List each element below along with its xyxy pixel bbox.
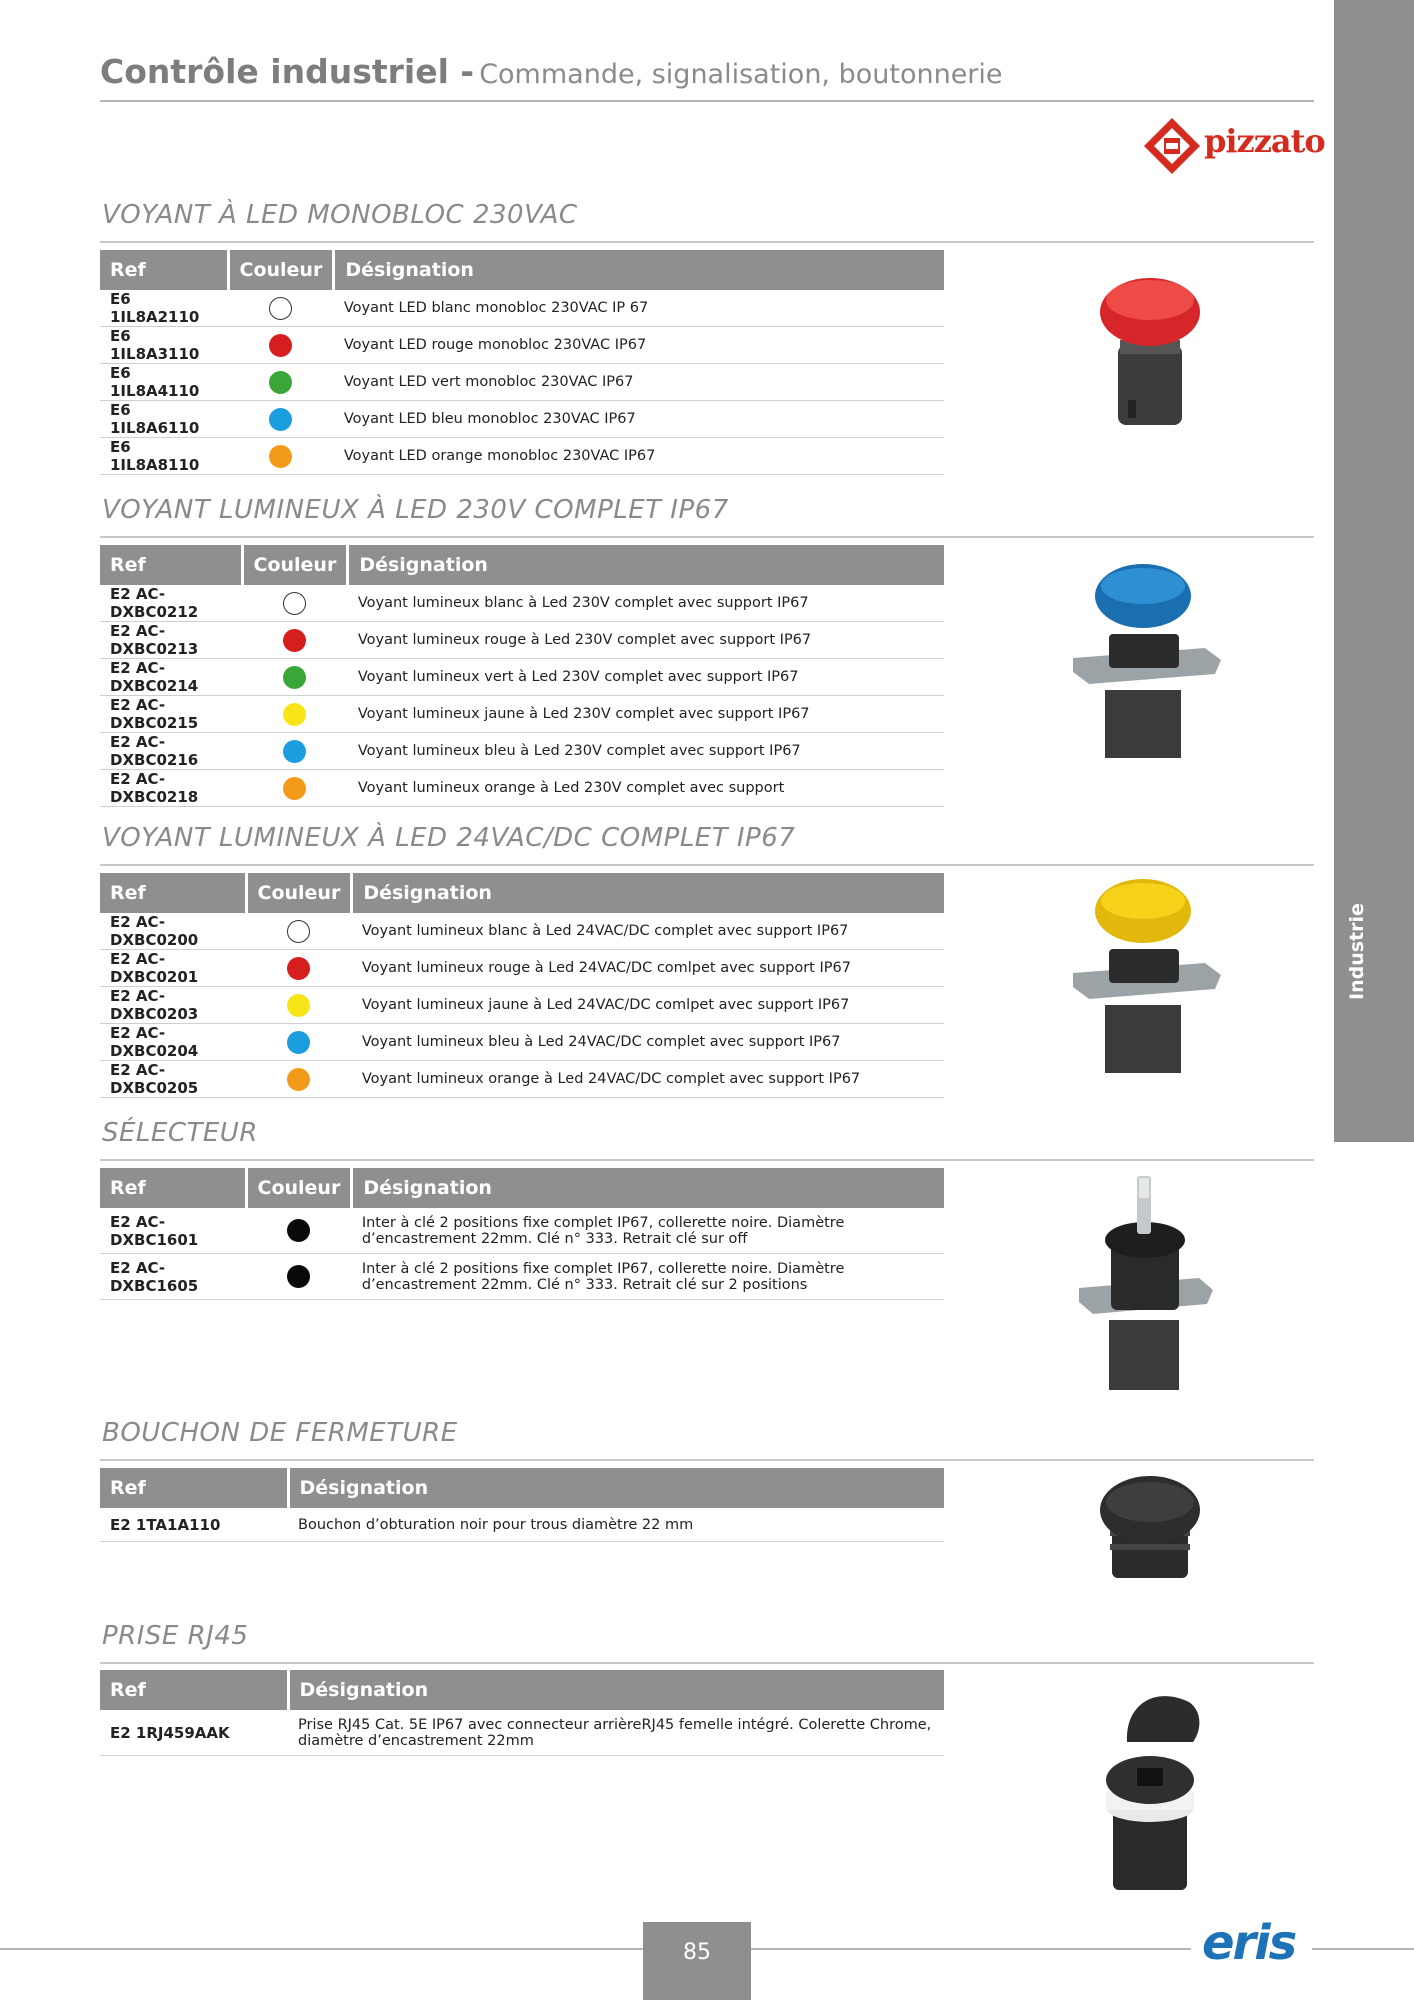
col-header-ref: Ref — [100, 1468, 288, 1508]
ref-cell: E2 1TA1A110 — [100, 1508, 288, 1542]
color-dot-green — [283, 666, 306, 689]
section-title: BOUCHON DE FERMETURE — [102, 1418, 458, 1448]
table-row — [100, 950, 944, 987]
col-header-couleur: Couleur — [246, 1168, 352, 1208]
table-row — [100, 733, 944, 770]
designation-cell: Prise RJ45 Cat. 5E IP67 avec connecteur arrièreRJ45 femelle intégré. Colerette Chrome, diamètre d’encastrement 22mm — [288, 1710, 944, 1756]
section-rule — [100, 1459, 1314, 1461]
table-row — [100, 659, 944, 696]
color-dot-yellow — [283, 703, 306, 726]
ref-cell: E2 AC-DXBC0218 — [100, 770, 242, 807]
ref-cell: E6 1IL8A4110 — [100, 364, 228, 401]
footer-rule — [1312, 1948, 1414, 1950]
designation-cell: Voyant LED vert monobloc 230VAC IP67 — [334, 364, 944, 401]
ref-cell: E2 AC-DXBC1605 — [100, 1254, 246, 1300]
col-header-couleur: Couleur — [228, 250, 334, 290]
ref-cell: E6 1IL8A8110 — [100, 438, 228, 475]
table-prise-rj45 — [100, 1670, 944, 1756]
designation-cell: Inter à clé 2 positions fixe complet IP67, collerette noire. Diamètre d’encastrement 22mm. Clé n° 333. Retrait clé sur off — [352, 1208, 944, 1254]
table-row — [100, 327, 944, 364]
ref-cell: E2 1RJ459AAK — [100, 1710, 288, 1756]
color-dot-black — [287, 1265, 310, 1288]
page-number: 85 — [643, 1922, 751, 2000]
section-rule — [100, 864, 1314, 866]
page-header — [100, 52, 1314, 102]
section-title: VOYANT LUMINEUX À LED 24VAC/DC COMPLET IP67 — [102, 823, 796, 853]
table-row — [100, 1024, 944, 1061]
pizzato-logo — [1142, 116, 1325, 176]
designation-cell: Voyant lumineux blanc à Led 24VAC/DC complet avec support IP67 — [352, 913, 944, 950]
designation-cell: Voyant lumineux jaune à Led 24VAC/DC comlpet avec support IP67 — [352, 987, 944, 1024]
color-dot-blue — [269, 408, 292, 431]
col-header-ref: Ref — [100, 545, 242, 585]
color-dot-black — [287, 1219, 310, 1242]
designation-cell: Voyant lumineux bleu à Led 24VAC/DC complet avec support IP67 — [352, 1024, 944, 1061]
table-row — [100, 438, 944, 475]
table-row — [100, 290, 944, 327]
color-dot-blue — [287, 1031, 310, 1054]
ref-cell: E2 AC-DXBC0203 — [100, 987, 246, 1024]
side-tab[interactable] — [1334, 0, 1414, 1142]
col-header-couleur: Couleur — [242, 545, 348, 585]
color-dot-white — [283, 592, 306, 615]
designation-cell: Voyant lumineux blanc à Led 230V complet avec support IP67 — [348, 585, 944, 622]
product-image-red-monobloc — [1090, 270, 1210, 435]
pizzato-logo-icon — [1142, 116, 1202, 176]
col-header-designation: Désignation — [352, 1168, 944, 1208]
col-header-ref: Ref — [100, 250, 228, 290]
color-dot-red — [269, 334, 292, 357]
designation-cell: Voyant lumineux rouge à Led 230V complet avec support IP67 — [348, 622, 944, 659]
color-dot-red — [283, 629, 306, 652]
ref-cell: E2 AC-DXBC0216 — [100, 733, 242, 770]
color-dot-blue — [283, 740, 306, 763]
table-voyant-led-monobloc — [100, 250, 944, 475]
designation-cell: Voyant lumineux vert à Led 230V complet avec support IP67 — [348, 659, 944, 696]
ref-cell: E2 AC-DXBC0204 — [100, 1024, 246, 1061]
col-header-designation: Désignation — [288, 1670, 944, 1710]
color-dot-green — [269, 371, 292, 394]
table-row — [100, 1710, 944, 1756]
designation-cell: Voyant LED rouge monobloc 230VAC IP67 — [334, 327, 944, 364]
product-image-blanking-plug — [1090, 1470, 1210, 1590]
table-row — [100, 1208, 944, 1254]
table-row — [100, 364, 944, 401]
section-title: VOYANT LUMINEUX À LED 230V COMPLET IP67 — [102, 495, 729, 525]
ref-cell: E2 AC-DXBC0215 — [100, 696, 242, 733]
product-image-key-selector — [1075, 1170, 1215, 1395]
product-image-rj45-socket — [1085, 1680, 1215, 1895]
ref-cell: E6 1IL8A2110 — [100, 290, 228, 327]
designation-cell: Voyant lumineux jaune à Led 230V complet avec support IP67 — [348, 696, 944, 733]
section-rule — [100, 536, 1314, 538]
designation-cell: Bouchon d’obturation noir pour trous diamètre 22 mm — [288, 1508, 944, 1542]
col-header-designation: Désignation — [288, 1468, 944, 1508]
ref-cell: E6 1IL8A6110 — [100, 401, 228, 438]
designation-cell: Voyant lumineux orange à Led 230V complet avec support — [348, 770, 944, 807]
designation-cell: Inter à clé 2 positions fixe complet IP67, collerette noire. Diamètre d’encastrement 22mm. Clé n° 333. Retrait clé sur 2 positions — [352, 1254, 944, 1300]
section-title: SÉLECTEUR — [102, 1118, 258, 1148]
ref-cell: E2 AC-DXBC0205 — [100, 1061, 246, 1098]
col-header-designation: Désignation — [352, 873, 944, 913]
color-dot-white — [287, 920, 310, 943]
color-dot-orange — [287, 1068, 310, 1091]
table-row — [100, 696, 944, 733]
table-row — [100, 622, 944, 659]
ref-cell: E6 1IL8A3110 — [100, 327, 228, 364]
product-image-blue-complete — [1065, 560, 1225, 765]
table-row — [100, 1254, 944, 1300]
ref-cell: E2 AC-DXBC1601 — [100, 1208, 246, 1254]
section-rule — [100, 241, 1314, 243]
table-bouchon — [100, 1468, 944, 1542]
table-voyant-led-230v — [100, 545, 944, 807]
table-row — [100, 913, 944, 950]
brand-logo-text: pizzato — [1204, 122, 1325, 160]
color-dot-white — [269, 297, 292, 320]
section-title: PRISE RJ45 — [102, 1621, 249, 1651]
table-row — [100, 1061, 944, 1098]
table-row — [100, 401, 944, 438]
col-header-ref: Ref — [100, 1670, 288, 1710]
section-rule — [100, 1662, 1314, 1664]
ref-cell: E2 AC-DXBC0214 — [100, 659, 242, 696]
footer-rule — [751, 1948, 1191, 1950]
section-rule — [100, 1159, 1314, 1161]
designation-cell: Voyant LED orange monobloc 230VAC IP67 — [334, 438, 944, 475]
table-selecteur — [100, 1168, 944, 1300]
designation-cell: Voyant lumineux orange à Led 24VAC/DC complet avec support IP67 — [352, 1061, 944, 1098]
designation-cell: Voyant LED bleu monobloc 230VAC IP67 — [334, 401, 944, 438]
section-title: VOYANT À LED MONOBLOC 230VAC — [102, 200, 578, 230]
designation-cell: Voyant lumineux bleu à Led 230V complet avec support IP67 — [348, 733, 944, 770]
col-header-designation: Désignation — [334, 250, 944, 290]
ref-cell: E2 AC-DXBC0201 — [100, 950, 246, 987]
table-row — [100, 770, 944, 807]
designation-cell: Voyant LED blanc monobloc 230VAC IP 67 — [334, 290, 944, 327]
header-title-rest: Commande, signalisation, boutonnerie — [479, 59, 1003, 90]
designation-cell: Voyant lumineux rouge à Led 24VAC/DC comlpet avec support IP67 — [352, 950, 944, 987]
color-dot-yellow — [287, 994, 310, 1017]
table-row — [100, 585, 944, 622]
color-dot-red — [287, 957, 310, 980]
col-header-ref: Ref — [100, 1168, 246, 1208]
ref-cell: E2 AC-DXBC0213 — [100, 622, 242, 659]
color-dot-orange — [269, 445, 292, 468]
ref-cell: E2 AC-DXBC0212 — [100, 585, 242, 622]
table-row — [100, 987, 944, 1024]
product-image-yellow-complete — [1065, 875, 1225, 1080]
col-header-ref: Ref — [100, 873, 246, 913]
header-title-bold: Contrôle industriel - — [100, 52, 475, 91]
side-tab-label: Industrie — [1346, 903, 1368, 1000]
eris-logo: eris — [1202, 1915, 1296, 1971]
color-dot-orange — [283, 777, 306, 800]
footer-rule — [0, 1948, 643, 1950]
table-voyant-led-24vacdc — [100, 873, 944, 1098]
col-header-designation: Désignation — [348, 545, 944, 585]
table-row — [100, 1508, 944, 1542]
ref-cell: E2 AC-DXBC0200 — [100, 913, 246, 950]
col-header-couleur: Couleur — [246, 873, 352, 913]
